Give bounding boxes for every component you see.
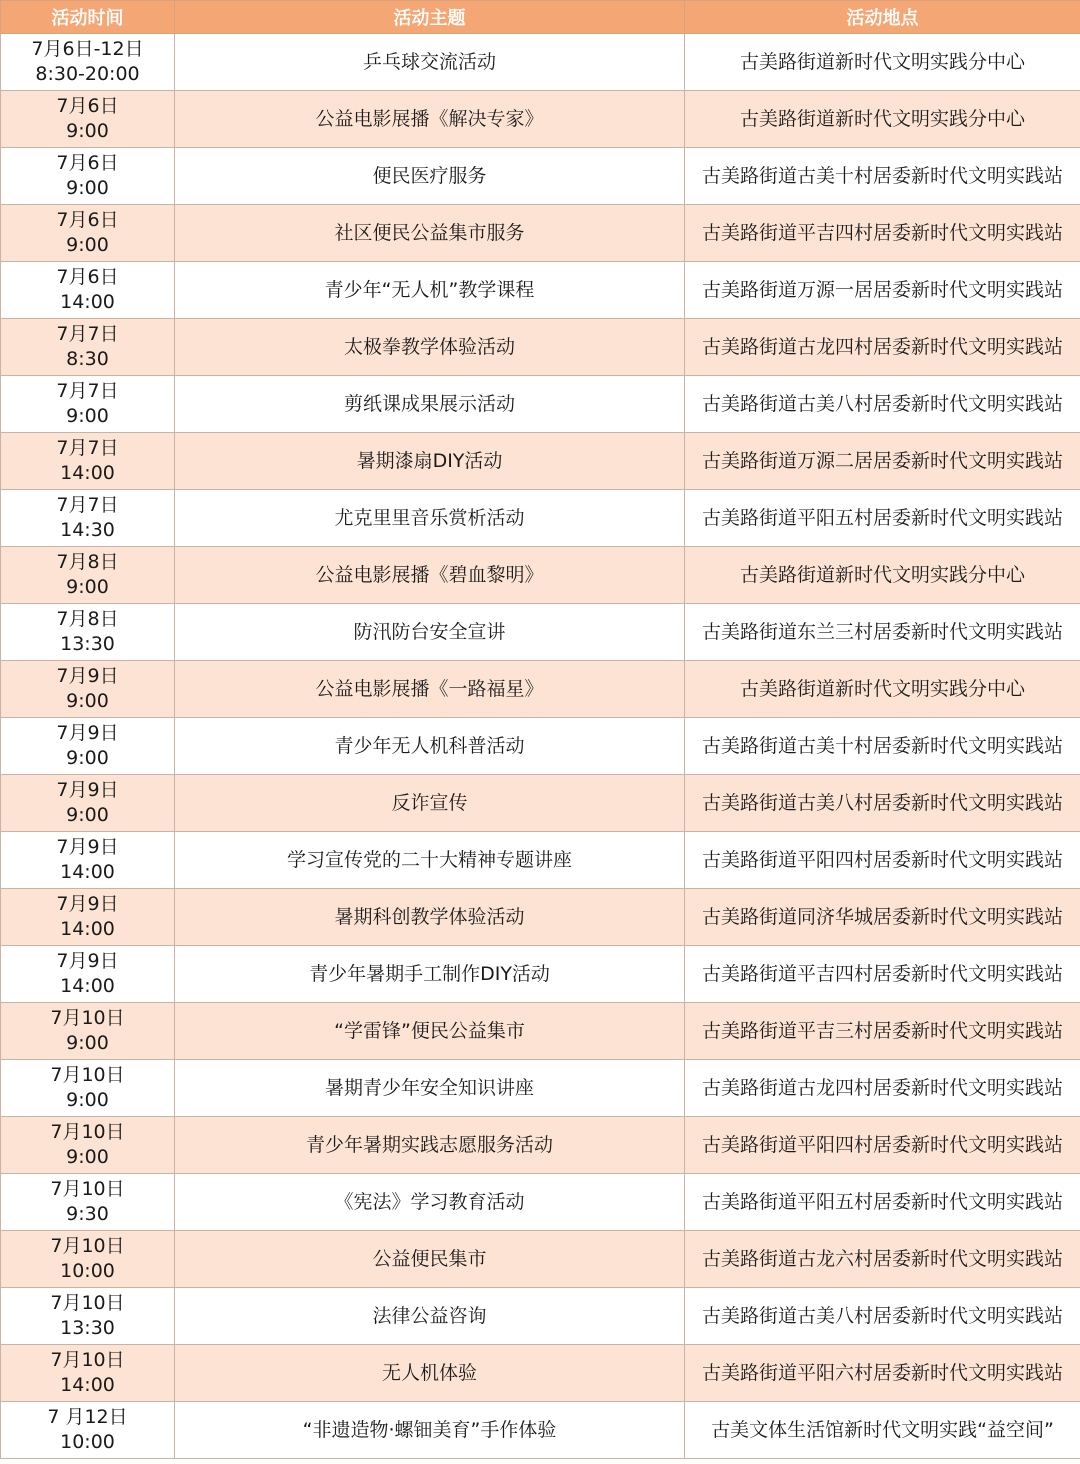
cell-time xyxy=(1,1117,175,1174)
table-row xyxy=(1,1003,1080,1060)
cell-time xyxy=(1,490,175,547)
cell-theme: 尤克里里音乐赏析活动 xyxy=(175,490,685,547)
activity-date: 7月6日 xyxy=(56,95,119,117)
cell-location: 古美路街道同济华城居委新时代文明实践站 xyxy=(685,889,1080,946)
table-row xyxy=(1,262,1080,319)
cell-time xyxy=(1,1402,175,1459)
activity-date: 7 月12日 xyxy=(47,1406,128,1428)
header-time: 活动时间 xyxy=(1,1,175,34)
activity-date: 7月6日 xyxy=(56,266,119,288)
activity-date: 7月10日 xyxy=(50,1121,125,1143)
cell-time xyxy=(1,1003,175,1060)
cell-time xyxy=(1,91,175,148)
cell-time xyxy=(1,1060,175,1117)
table-row xyxy=(1,205,1080,262)
activity-date: 7月8日 xyxy=(56,608,119,630)
activity-date: 7月9日 xyxy=(56,779,119,801)
activity-time: 10:00 xyxy=(60,1260,115,1282)
cell-location: 古美路街道平阳五村居委新时代文明实践站 xyxy=(685,1174,1080,1231)
table-row xyxy=(1,775,1080,832)
activity-time: 13:30 xyxy=(60,633,115,655)
activity-time: 14:00 xyxy=(60,1374,115,1396)
cell-time xyxy=(1,262,175,319)
activity-date: 7月9日 xyxy=(56,722,119,744)
activity-date: 7月7日 xyxy=(56,380,119,402)
cell-theme: 暑期青少年安全知识讲座 xyxy=(175,1060,685,1117)
activity-date: 7月9日 xyxy=(56,950,119,972)
cell-time xyxy=(1,34,175,91)
activity-date: 7月8日 xyxy=(56,551,119,573)
activity-time: 9:00 xyxy=(66,576,109,598)
cell-location: 古美路街道万源一居居委新时代文明实践站 xyxy=(685,262,1080,319)
table-row xyxy=(1,148,1080,205)
activity-time: 9:00 xyxy=(66,405,109,427)
cell-theme: 法律公益咨询 xyxy=(175,1288,685,1345)
header-theme: 活动主题 xyxy=(175,1,685,34)
cell-location: 古美路街道古美八村居委新时代文明实践站 xyxy=(685,775,1080,832)
activity-date: 7月9日 xyxy=(56,836,119,858)
cell-time xyxy=(1,547,175,604)
cell-theme: 公益便民集市 xyxy=(175,1231,685,1288)
table-row xyxy=(1,1174,1080,1231)
activity-date: 7月7日 xyxy=(56,323,119,345)
cell-theme: 青少年暑期实践志愿服务活动 xyxy=(175,1117,685,1174)
cell-location: 古美路街道平阳六村居委新时代文明实践站 xyxy=(685,1345,1080,1402)
table-row xyxy=(1,661,1080,718)
activity-date: 7月7日 xyxy=(56,437,119,459)
cell-time xyxy=(1,376,175,433)
activity-time: 9:00 xyxy=(66,1032,109,1054)
cell-time xyxy=(1,148,175,205)
cell-theme: 公益电影展播《一路福星》 xyxy=(175,661,685,718)
activity-time: 14:00 xyxy=(60,975,115,997)
cell-theme: 青少年暑期手工制作DIY活动 xyxy=(175,946,685,1003)
activity-time: 14:00 xyxy=(60,462,115,484)
table-header-row xyxy=(1,1,1080,34)
cell-time xyxy=(1,832,175,889)
activity-time: 9:00 xyxy=(66,234,109,256)
activity-time: 14:00 xyxy=(60,918,115,940)
table-body xyxy=(1,34,1080,1459)
activity-time: 8:30-20:00 xyxy=(35,63,140,85)
table-row xyxy=(1,91,1080,148)
activity-date: 7月6日-12日 xyxy=(31,38,144,60)
activity-date: 7月9日 xyxy=(56,665,119,687)
activity-time: 9:00 xyxy=(66,747,109,769)
cell-time xyxy=(1,889,175,946)
activity-time: 14:30 xyxy=(60,519,115,541)
cell-time xyxy=(1,1288,175,1345)
cell-theme: 太极拳教学体验活动 xyxy=(175,319,685,376)
activity-time: 14:00 xyxy=(60,291,115,313)
cell-time xyxy=(1,1174,175,1231)
activity-time: 9:00 xyxy=(66,804,109,826)
cell-location: 古美路街道古龙四村居委新时代文明实践站 xyxy=(685,319,1080,376)
table-row xyxy=(1,547,1080,604)
activity-date: 7月6日 xyxy=(56,209,119,231)
cell-location: 古美路街道古美十村居委新时代文明实践站 xyxy=(685,148,1080,205)
cell-theme: “非遗造物·螺钿美育”手作体验 xyxy=(175,1402,685,1459)
cell-location: 古美路街道新时代文明实践分中心 xyxy=(685,91,1080,148)
cell-theme: 公益电影展播《碧血黎明》 xyxy=(175,547,685,604)
activity-date: 7月10日 xyxy=(50,1178,125,1200)
activity-date: 7月7日 xyxy=(56,494,119,516)
table-row xyxy=(1,1231,1080,1288)
cell-location: 古美路街道新时代文明实践分中心 xyxy=(685,547,1080,604)
cell-theme: 暑期漆扇DIY活动 xyxy=(175,433,685,490)
cell-theme: 暑期科创教学体验活动 xyxy=(175,889,685,946)
cell-theme: 防汛防台安全宣讲 xyxy=(175,604,685,661)
activity-time: 13:30 xyxy=(60,1317,115,1339)
cell-time xyxy=(1,946,175,1003)
activity-time: 10:00 xyxy=(60,1431,115,1453)
activity-time: 14:00 xyxy=(60,861,115,883)
activity-time: 9:30 xyxy=(66,1203,109,1225)
cell-location: 古美路街道平吉四村居委新时代文明实践站 xyxy=(685,946,1080,1003)
cell-location: 古美路街道平阳四村居委新时代文明实践站 xyxy=(685,832,1080,889)
activity-time: 8:30 xyxy=(66,348,109,370)
cell-time xyxy=(1,775,175,832)
cell-time xyxy=(1,205,175,262)
table-row xyxy=(1,832,1080,889)
activity-date: 7月10日 xyxy=(50,1292,125,1314)
activity-time: 9:00 xyxy=(66,120,109,142)
cell-theme: 便民医疗服务 xyxy=(175,148,685,205)
activity-date: 7月9日 xyxy=(56,893,119,915)
table-row xyxy=(1,490,1080,547)
table-row xyxy=(1,319,1080,376)
table-row xyxy=(1,718,1080,775)
activity-time: 9:00 xyxy=(66,177,109,199)
cell-location: 古美路街道万源二居居委新时代文明实践站 xyxy=(685,433,1080,490)
cell-time xyxy=(1,433,175,490)
cell-theme: 剪纸课成果展示活动 xyxy=(175,376,685,433)
cell-location: 古美路街道古龙四村居委新时代文明实践站 xyxy=(685,1060,1080,1117)
cell-theme: 青少年无人机科普活动 xyxy=(175,718,685,775)
activity-time: 9:00 xyxy=(66,1089,109,1111)
cell-time xyxy=(1,718,175,775)
activity-date: 7月6日 xyxy=(56,152,119,174)
table-row xyxy=(1,1402,1080,1459)
activity-date: 7月10日 xyxy=(50,1235,125,1257)
table-row xyxy=(1,889,1080,946)
cell-theme: 青少年“无人机”教学课程 xyxy=(175,262,685,319)
activity-date: 7月10日 xyxy=(50,1064,125,1086)
cell-theme: 公益电影展播《解决专家》 xyxy=(175,91,685,148)
cell-location: 古美路街道平吉四村居委新时代文明实践站 xyxy=(685,205,1080,262)
cell-theme: “学雷锋”便民公益集市 xyxy=(175,1003,685,1060)
table-row xyxy=(1,1288,1080,1345)
cell-location: 古美路街道古美十村居委新时代文明实践站 xyxy=(685,718,1080,775)
header-location: 活动地点 xyxy=(685,1,1080,34)
table-row xyxy=(1,946,1080,1003)
table-row xyxy=(1,1117,1080,1174)
cell-theme: 乒乓球交流活动 xyxy=(175,34,685,91)
cell-location: 古美路街道新时代文明实践分中心 xyxy=(685,34,1080,91)
table-row xyxy=(1,376,1080,433)
cell-location: 古美路街道东兰三村居委新时代文明实践站 xyxy=(685,604,1080,661)
cell-location: 古美路街道平吉三村居委新时代文明实践站 xyxy=(685,1003,1080,1060)
cell-theme: 《宪法》学习教育活动 xyxy=(175,1174,685,1231)
activity-date: 7月10日 xyxy=(50,1349,125,1371)
cell-location: 古美路街道古美八村居委新时代文明实践站 xyxy=(685,1288,1080,1345)
cell-location: 古美文体生活馆新时代文明实践“益空间” xyxy=(685,1402,1080,1459)
table-row xyxy=(1,1345,1080,1402)
cell-location: 古美路街道新时代文明实践分中心 xyxy=(685,661,1080,718)
table-row xyxy=(1,433,1080,490)
cell-location: 古美路街道古美八村居委新时代文明实践站 xyxy=(685,376,1080,433)
cell-theme: 学习宣传党的二十大精神专题讲座 xyxy=(175,832,685,889)
table-row xyxy=(1,34,1080,91)
cell-theme: 社区便民公益集市服务 xyxy=(175,205,685,262)
table-row xyxy=(1,604,1080,661)
table-row xyxy=(1,1060,1080,1117)
cell-time xyxy=(1,1231,175,1288)
activity-time: 9:00 xyxy=(66,1146,109,1168)
cell-time xyxy=(1,319,175,376)
activity-date: 7月10日 xyxy=(50,1007,125,1029)
cell-theme: 无人机体验 xyxy=(175,1345,685,1402)
cell-time xyxy=(1,1345,175,1402)
cell-location: 古美路街道古龙六村居委新时代文明实践站 xyxy=(685,1231,1080,1288)
cell-theme: 反诈宣传 xyxy=(175,775,685,832)
cell-location: 古美路街道平阳五村居委新时代文明实践站 xyxy=(685,490,1080,547)
activity-time: 9:00 xyxy=(66,690,109,712)
cell-time xyxy=(1,661,175,718)
cell-location: 古美路街道平阳四村居委新时代文明实践站 xyxy=(685,1117,1080,1174)
cell-time xyxy=(1,604,175,661)
